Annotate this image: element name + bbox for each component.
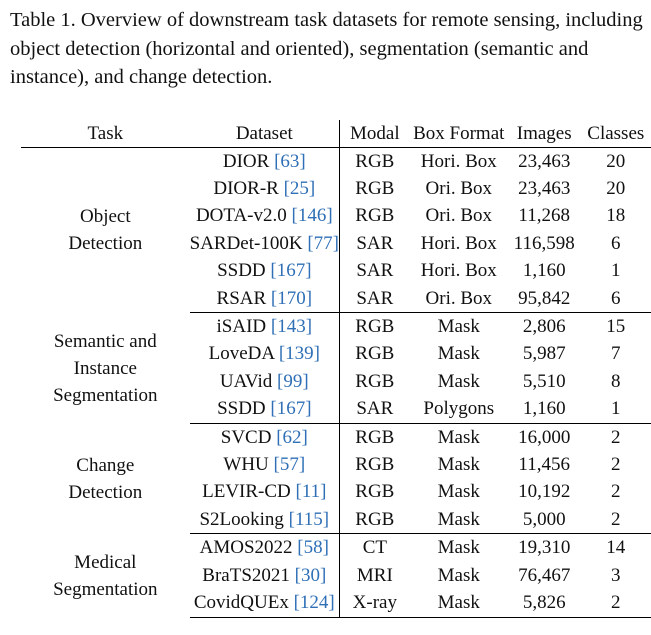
dataset-cell	[190, 368, 340, 395]
classes-cell: 15	[606, 316, 626, 338]
images-cell: 11,268	[518, 205, 570, 227]
modal-cell: RGB	[339, 203, 409, 230]
task-label-line: Change	[76, 454, 135, 476]
modal-cell: X-ray	[339, 589, 409, 617]
table-row	[21, 423, 651, 451]
images-cell: 2,806	[522, 316, 566, 338]
classes-cell: 18	[606, 205, 626, 227]
box-format-cell: Mask	[437, 537, 480, 559]
box-format-cell: Hori. Box	[420, 260, 497, 282]
task-label-line: Object	[79, 206, 131, 228]
classes-cell: 8	[611, 370, 621, 392]
task-label	[21, 148, 190, 313]
classes-cell: 6	[611, 232, 621, 254]
images-cell: 5,510	[522, 370, 566, 392]
modal-cell: RGB	[339, 148, 409, 176]
modal-cell: RGB	[339, 423, 409, 451]
dataset-name: iSAID	[216, 316, 267, 338]
classes-cell: 2	[581, 589, 651, 617]
modal-cell: RGB	[339, 479, 409, 506]
citation-link[interactable]: [58]	[297, 537, 329, 559]
images-cell: 16,000	[518, 426, 571, 448]
dataset-name: BraTS2021	[202, 564, 290, 586]
images-cell: 23,463	[518, 178, 571, 200]
box-format-cell: Polygons	[410, 396, 508, 424]
task-label-line: Medical	[74, 551, 137, 573]
box-format-cell: Mask	[437, 564, 480, 586]
images-cell: 1,160	[508, 396, 581, 424]
classes-cell: 2	[581, 506, 651, 534]
dataset-cell	[190, 479, 340, 506]
group-semantic-instance-segmentation	[21, 313, 651, 424]
dataset-cell	[190, 423, 340, 451]
dataset-cell	[190, 341, 340, 368]
classes-cell: 3	[611, 564, 621, 586]
task-label	[21, 423, 190, 534]
dataset-cell	[190, 313, 340, 341]
modal-cell: CT	[339, 534, 409, 562]
images-cell: 116,598	[513, 232, 575, 254]
box-format-cell: Mask	[437, 316, 480, 338]
dataset-name: CovidQUEx	[193, 591, 289, 613]
modal-cell: RGB	[339, 341, 409, 368]
classes-cell: 6	[581, 285, 651, 313]
task-label-line: Instance	[73, 357, 137, 379]
classes-cell: 20	[606, 150, 626, 172]
box-format-cell: Ori. Box	[410, 285, 508, 313]
citation-link[interactable]: [146]	[291, 205, 333, 227]
header-dataset: Dataset	[190, 120, 340, 148]
group-change-detection	[21, 423, 651, 534]
dataset-name: RSAR	[216, 287, 267, 309]
dataset-name: SSDD	[217, 260, 266, 282]
classes-cell: 7	[611, 343, 621, 365]
dataset-cell	[190, 451, 340, 478]
dataset-name: SVCD	[220, 426, 272, 448]
dataset-cell	[190, 203, 340, 230]
images-cell: 23,463	[518, 150, 571, 172]
dataset-cell	[190, 285, 340, 313]
citation-link[interactable]: [115]	[288, 508, 330, 530]
dataset-name: DIOR	[222, 150, 270, 172]
box-format-cell: Mask	[437, 453, 480, 475]
citation-link[interactable]: [124]	[293, 591, 335, 613]
box-format-cell: Mask	[437, 343, 480, 365]
task-label-line: Segmentation	[53, 384, 158, 406]
citation-link[interactable]: [139]	[278, 343, 320, 365]
table-caption: Table 1. Overview of downstream task datasets for remote sensing, including object detection (horizontal and oriented), segmentation (semantic and instance), and change detection.	[10, 9, 643, 88]
images-cell: 1,160	[522, 260, 566, 282]
classes-cell: 2	[611, 426, 621, 448]
box-format-cell: Ori. Box	[425, 178, 493, 200]
box-format-cell: Hori. Box	[420, 150, 497, 172]
task-label	[21, 313, 190, 424]
citation-link[interactable]: [11]	[295, 481, 327, 503]
images-cell: 10,192	[518, 481, 571, 503]
citation-link[interactable]: [62]	[276, 426, 308, 448]
dataset-name: LEVIR-CD	[202, 481, 291, 503]
classes-cell: 20	[606, 178, 626, 200]
dataset-name: DIOR-R	[213, 178, 279, 200]
header-images: Images	[508, 120, 581, 148]
box-format-cell: Hori. Box	[420, 232, 497, 254]
table-row	[21, 148, 651, 176]
task-label-line: Detection	[68, 481, 143, 503]
images-cell: 5,987	[522, 343, 566, 365]
task-label-line: Semantic and	[53, 330, 157, 352]
dataset-name: S2Looking	[199, 508, 284, 530]
dataset-name: DOTA-v2.0	[195, 205, 287, 227]
header-task: Task	[21, 120, 190, 148]
dataset-cell	[190, 589, 340, 617]
classes-cell: 14	[606, 537, 626, 559]
dataset-cell	[190, 506, 340, 534]
images-cell: 76,467	[518, 564, 571, 586]
citation-link[interactable]: [57]	[273, 453, 306, 475]
classes-cell: 1	[611, 260, 621, 282]
box-format-cell: Mask	[410, 506, 508, 534]
dataset-cell	[190, 258, 340, 285]
classes-cell: 1	[581, 396, 651, 424]
classes-cell: 2	[611, 453, 621, 475]
box-format-cell: Ori. Box	[425, 205, 493, 227]
header-classes: Classes	[581, 120, 651, 148]
header-modal: Modal	[339, 120, 409, 148]
citation-link[interactable]: [99]	[277, 370, 309, 392]
citation-link[interactable]: [63]	[274, 150, 306, 172]
modal-cell: RGB	[339, 368, 409, 395]
citation-link[interactable]: [170]	[270, 287, 313, 309]
dataset-cell	[190, 562, 340, 589]
box-format-cell: Mask	[437, 426, 480, 448]
box-format-cell: Mask	[437, 481, 480, 503]
group-object-detection	[21, 148, 651, 313]
dataset-name: WHU	[223, 453, 269, 475]
datasets-table	[21, 120, 651, 618]
dataset-name: SSDD	[217, 398, 266, 420]
modal-cell: RGB	[339, 451, 409, 478]
dataset-name: UAVid	[219, 370, 273, 392]
citation-link[interactable]: [25]	[283, 178, 316, 200]
images-cell: 5,826	[508, 589, 581, 617]
header-box-format: Box Format	[410, 120, 508, 148]
dataset-cell	[190, 148, 340, 176]
modal-cell: SAR	[339, 230, 409, 257]
citation-link[interactable]: [167]	[270, 260, 312, 282]
dataset-cell	[190, 396, 340, 424]
box-format-cell: Mask	[437, 370, 480, 392]
group-medical-segmentation	[21, 534, 651, 617]
box-format-cell: Mask	[410, 589, 508, 617]
modal-cell: SAR	[339, 285, 409, 313]
classes-cell: 2	[611, 481, 621, 503]
table-row	[21, 534, 651, 562]
modal-cell: MRI	[339, 562, 409, 589]
citation-link[interactable]: [143]	[270, 316, 313, 338]
modal-cell: RGB	[339, 506, 409, 534]
dataset-name: SARDet-100K	[189, 232, 303, 254]
table-header-row	[21, 120, 651, 148]
citation-link[interactable]: [30]	[294, 564, 327, 586]
modal-cell: SAR	[339, 258, 409, 285]
dataset-name: LoveDA	[208, 343, 275, 365]
modal-cell: SAR	[339, 396, 409, 424]
task-label-line: Segmentation	[53, 578, 158, 600]
images-cell: 19,310	[518, 537, 571, 559]
citation-link[interactable]: [167]	[270, 398, 312, 420]
dataset-cell	[190, 175, 340, 202]
images-cell: 95,842	[508, 285, 581, 313]
table-row	[21, 313, 651, 341]
citation-link[interactable]: [77]	[307, 232, 339, 254]
images-cell: 11,456	[518, 453, 570, 475]
dataset-cell	[190, 534, 340, 562]
dataset-name: AMOS2022	[199, 537, 293, 559]
task-label	[21, 534, 190, 617]
modal-cell: RGB	[339, 313, 409, 341]
dataset-cell	[190, 230, 340, 257]
images-cell: 5,000	[508, 506, 581, 534]
task-label-line: Detection	[68, 233, 143, 255]
modal-cell: RGB	[339, 175, 409, 202]
